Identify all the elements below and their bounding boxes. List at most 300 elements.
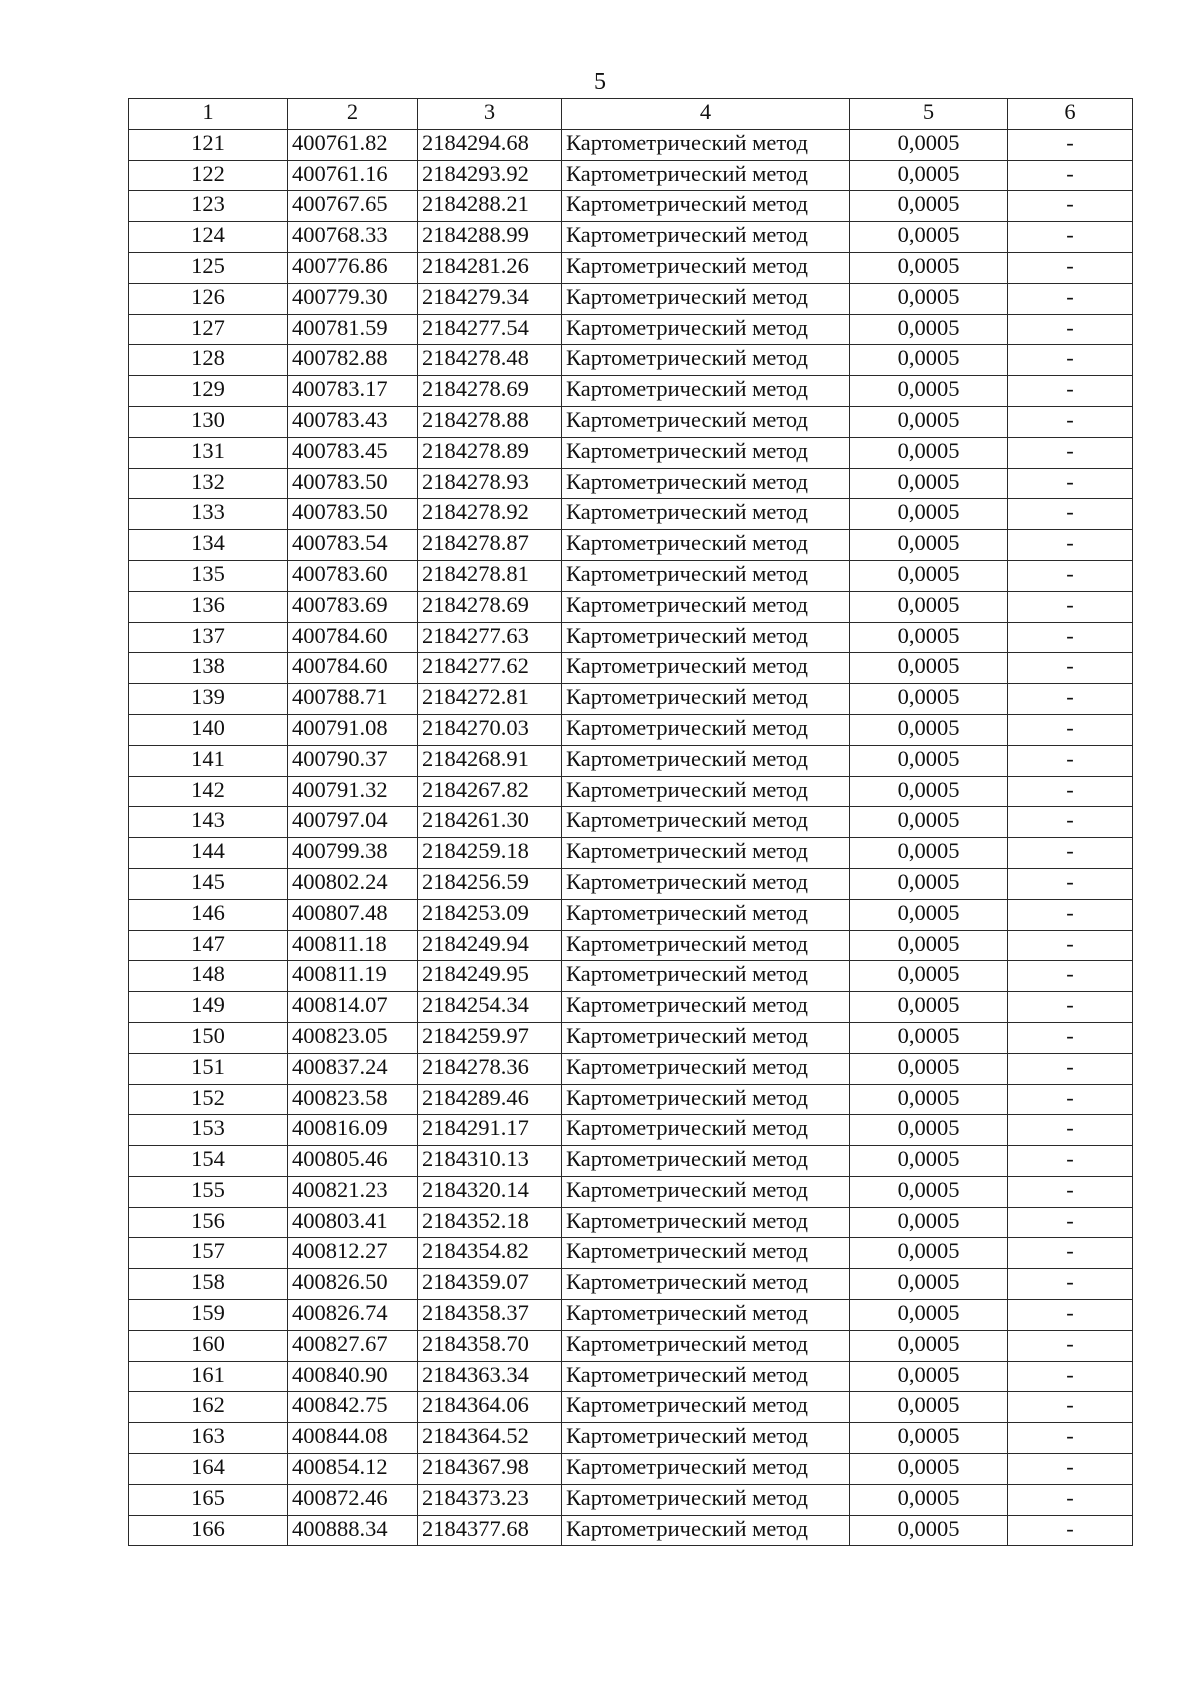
point-number-cell: 151 — [129, 1053, 288, 1084]
accuracy-cell: 0,0005 — [850, 1392, 1008, 1423]
accuracy-cell: 0,0005 — [850, 653, 1008, 684]
x-coordinate-cell: 400826.50 — [288, 1269, 418, 1300]
table-row — [129, 499, 1133, 530]
y-coordinate-cell: 2184278.88 — [418, 406, 562, 437]
method-cell: Картометрический метод — [562, 1053, 850, 1084]
note-cell: - — [1008, 376, 1133, 407]
y-coordinate-cell: 2184367.98 — [418, 1454, 562, 1485]
accuracy-cell: 0,0005 — [850, 283, 1008, 314]
point-number-cell: 150 — [129, 1022, 288, 1053]
table-header-row — [129, 99, 1133, 130]
table-row — [129, 252, 1133, 283]
x-coordinate-cell: 400805.46 — [288, 1146, 418, 1177]
x-coordinate-cell: 400812.27 — [288, 1238, 418, 1269]
table-row — [129, 191, 1133, 222]
y-coordinate-cell: 2184249.94 — [418, 930, 562, 961]
y-coordinate-cell: 2184256.59 — [418, 868, 562, 899]
point-number-cell: 166 — [129, 1515, 288, 1546]
method-cell: Картометрический метод — [562, 684, 850, 715]
point-number-cell: 130 — [129, 406, 288, 437]
table-row — [129, 437, 1133, 468]
y-coordinate-cell: 2184293.92 — [418, 160, 562, 191]
accuracy-cell: 0,0005 — [850, 222, 1008, 253]
note-cell: - — [1008, 622, 1133, 653]
method-cell: Картометрический метод — [562, 591, 850, 622]
y-coordinate-cell: 2184291.17 — [418, 1115, 562, 1146]
note-cell: - — [1008, 1454, 1133, 1485]
note-cell: - — [1008, 191, 1133, 222]
table-row — [129, 222, 1133, 253]
note-cell: - — [1008, 899, 1133, 930]
note-cell: - — [1008, 591, 1133, 622]
x-coordinate-cell: 400788.71 — [288, 684, 418, 715]
x-coordinate-cell: 400797.04 — [288, 807, 418, 838]
point-number-cell: 142 — [129, 776, 288, 807]
x-coordinate-cell: 400791.08 — [288, 714, 418, 745]
note-cell: - — [1008, 1330, 1133, 1361]
table-row — [129, 530, 1133, 561]
accuracy-cell: 0,0005 — [850, 1238, 1008, 1269]
y-coordinate-cell: 2184270.03 — [418, 714, 562, 745]
y-coordinate-cell: 2184254.34 — [418, 992, 562, 1023]
point-number-cell: 123 — [129, 191, 288, 222]
accuracy-cell: 0,0005 — [850, 129, 1008, 160]
accuracy-cell: 0,0005 — [850, 1330, 1008, 1361]
y-coordinate-cell: 2184278.69 — [418, 591, 562, 622]
table-row — [129, 376, 1133, 407]
note-cell: - — [1008, 1269, 1133, 1300]
x-coordinate-cell: 400761.82 — [288, 129, 418, 160]
y-coordinate-cell: 2184352.18 — [418, 1207, 562, 1238]
x-coordinate-cell: 400803.41 — [288, 1207, 418, 1238]
accuracy-cell: 0,0005 — [850, 1454, 1008, 1485]
note-cell: - — [1008, 1053, 1133, 1084]
x-coordinate-cell: 400821.23 — [288, 1176, 418, 1207]
note-cell: - — [1008, 499, 1133, 530]
accuracy-cell: 0,0005 — [850, 1207, 1008, 1238]
x-coordinate-cell: 400761.16 — [288, 160, 418, 191]
x-coordinate-cell: 400783.54 — [288, 530, 418, 561]
x-coordinate-cell: 400816.09 — [288, 1115, 418, 1146]
method-cell: Картометрический метод — [562, 191, 850, 222]
accuracy-cell: 0,0005 — [850, 1146, 1008, 1177]
method-cell: Картометрический метод — [562, 1330, 850, 1361]
note-cell: - — [1008, 1176, 1133, 1207]
y-coordinate-cell: 2184359.07 — [418, 1269, 562, 1300]
x-coordinate-cell: 400814.07 — [288, 992, 418, 1023]
table-row — [129, 961, 1133, 992]
method-cell: Картометрический метод — [562, 1361, 850, 1392]
point-number-cell: 141 — [129, 745, 288, 776]
note-cell: - — [1008, 1423, 1133, 1454]
table-row — [129, 1084, 1133, 1115]
column-header-5: 5 — [850, 99, 1008, 130]
accuracy-cell: 0,0005 — [850, 160, 1008, 191]
table-row — [129, 714, 1133, 745]
accuracy-cell: 0,0005 — [850, 314, 1008, 345]
accuracy-cell: 0,0005 — [850, 899, 1008, 930]
table-row — [129, 560, 1133, 591]
point-number-cell: 137 — [129, 622, 288, 653]
x-coordinate-cell: 400840.90 — [288, 1361, 418, 1392]
accuracy-cell: 0,0005 — [850, 468, 1008, 499]
y-coordinate-cell: 2184277.54 — [418, 314, 562, 345]
note-cell: - — [1008, 776, 1133, 807]
table-row — [129, 1392, 1133, 1423]
y-coordinate-cell: 2184294.68 — [418, 129, 562, 160]
table-row — [129, 1300, 1133, 1331]
x-coordinate-cell: 400823.58 — [288, 1084, 418, 1115]
y-coordinate-cell: 2184288.21 — [418, 191, 562, 222]
note-cell: - — [1008, 560, 1133, 591]
y-coordinate-cell: 2184364.52 — [418, 1423, 562, 1454]
point-number-cell: 152 — [129, 1084, 288, 1115]
y-coordinate-cell: 2184267.82 — [418, 776, 562, 807]
point-number-cell: 160 — [129, 1330, 288, 1361]
table-row — [129, 930, 1133, 961]
x-coordinate-cell: 400802.24 — [288, 868, 418, 899]
x-coordinate-cell: 400811.18 — [288, 930, 418, 961]
method-cell: Картометрический метод — [562, 1176, 850, 1207]
accuracy-cell: 0,0005 — [850, 930, 1008, 961]
note-cell: - — [1008, 160, 1133, 191]
x-coordinate-cell: 400779.30 — [288, 283, 418, 314]
table-row — [129, 160, 1133, 191]
table-row — [129, 468, 1133, 499]
accuracy-cell: 0,0005 — [850, 745, 1008, 776]
note-cell: - — [1008, 468, 1133, 499]
point-number-cell: 126 — [129, 283, 288, 314]
method-cell: Картометрический метод — [562, 653, 850, 684]
table-body — [129, 99, 1133, 1546]
table-row — [129, 1207, 1133, 1238]
x-coordinate-cell: 400783.60 — [288, 560, 418, 591]
method-cell: Картометрический метод — [562, 129, 850, 160]
accuracy-cell: 0,0005 — [850, 530, 1008, 561]
method-cell: Картометрический метод — [562, 252, 850, 283]
table-row — [129, 1361, 1133, 1392]
table-row — [129, 345, 1133, 376]
table-row — [129, 684, 1133, 715]
point-number-cell: 122 — [129, 160, 288, 191]
method-cell: Картометрический метод — [562, 314, 850, 345]
y-coordinate-cell: 2184358.70 — [418, 1330, 562, 1361]
method-cell: Картометрический метод — [562, 1515, 850, 1546]
table-row — [129, 1484, 1133, 1515]
method-cell: Картометрический метод — [562, 283, 850, 314]
y-coordinate-cell: 2184272.81 — [418, 684, 562, 715]
y-coordinate-cell: 2184288.99 — [418, 222, 562, 253]
y-coordinate-cell: 2184278.36 — [418, 1053, 562, 1084]
point-number-cell: 154 — [129, 1146, 288, 1177]
accuracy-cell: 0,0005 — [850, 807, 1008, 838]
y-coordinate-cell: 2184277.62 — [418, 653, 562, 684]
table-row — [129, 622, 1133, 653]
accuracy-cell: 0,0005 — [850, 1484, 1008, 1515]
x-coordinate-cell: 400783.45 — [288, 437, 418, 468]
y-coordinate-cell: 2184364.06 — [418, 1392, 562, 1423]
y-coordinate-cell: 2184249.95 — [418, 961, 562, 992]
coordinates-table — [128, 98, 1133, 1546]
y-coordinate-cell: 2184278.69 — [418, 376, 562, 407]
y-coordinate-cell: 2184358.37 — [418, 1300, 562, 1331]
point-number-cell: 139 — [129, 684, 288, 715]
table-row — [129, 1269, 1133, 1300]
method-cell: Картометрический метод — [562, 560, 850, 591]
y-coordinate-cell: 2184278.92 — [418, 499, 562, 530]
point-number-cell: 140 — [129, 714, 288, 745]
note-cell: - — [1008, 868, 1133, 899]
method-cell: Картометрический метод — [562, 714, 850, 745]
table-row — [129, 1022, 1133, 1053]
note-cell: - — [1008, 1146, 1133, 1177]
table-row — [129, 992, 1133, 1023]
accuracy-cell: 0,0005 — [850, 684, 1008, 715]
point-number-cell: 148 — [129, 961, 288, 992]
table-row — [129, 838, 1133, 869]
y-coordinate-cell: 2184278.81 — [418, 560, 562, 591]
x-coordinate-cell: 400888.34 — [288, 1515, 418, 1546]
x-coordinate-cell: 400826.74 — [288, 1300, 418, 1331]
y-coordinate-cell: 2184377.68 — [418, 1515, 562, 1546]
accuracy-cell: 0,0005 — [850, 406, 1008, 437]
note-cell: - — [1008, 345, 1133, 376]
note-cell: - — [1008, 222, 1133, 253]
point-number-cell: 132 — [129, 468, 288, 499]
method-cell: Картометрический метод — [562, 1269, 850, 1300]
method-cell: Картометрический метод — [562, 899, 850, 930]
point-number-cell: 153 — [129, 1115, 288, 1146]
method-cell: Картометрический метод — [562, 468, 850, 499]
y-coordinate-cell: 2184259.18 — [418, 838, 562, 869]
note-cell: - — [1008, 1084, 1133, 1115]
method-cell: Картометрический метод — [562, 1146, 850, 1177]
note-cell: - — [1008, 807, 1133, 838]
x-coordinate-cell: 400783.50 — [288, 468, 418, 499]
accuracy-cell: 0,0005 — [850, 499, 1008, 530]
accuracy-cell: 0,0005 — [850, 376, 1008, 407]
accuracy-cell: 0,0005 — [850, 714, 1008, 745]
point-number-cell: 129 — [129, 376, 288, 407]
note-cell: - — [1008, 314, 1133, 345]
method-cell: Картометрический метод — [562, 376, 850, 407]
accuracy-cell: 0,0005 — [850, 961, 1008, 992]
point-number-cell: 144 — [129, 838, 288, 869]
table-row — [129, 745, 1133, 776]
table-row — [129, 129, 1133, 160]
x-coordinate-cell: 400783.17 — [288, 376, 418, 407]
note-cell: - — [1008, 992, 1133, 1023]
accuracy-cell: 0,0005 — [850, 1053, 1008, 1084]
column-header-3: 3 — [418, 99, 562, 130]
table-row — [129, 283, 1133, 314]
note-cell: - — [1008, 1238, 1133, 1269]
accuracy-cell: 0,0005 — [850, 992, 1008, 1023]
column-header-4: 4 — [562, 99, 850, 130]
point-number-cell: 149 — [129, 992, 288, 1023]
note-cell: - — [1008, 252, 1133, 283]
table-row — [129, 868, 1133, 899]
point-number-cell: 135 — [129, 560, 288, 591]
x-coordinate-cell: 400827.67 — [288, 1330, 418, 1361]
method-cell: Картометрический метод — [562, 406, 850, 437]
x-coordinate-cell: 400799.38 — [288, 838, 418, 869]
x-coordinate-cell: 400783.69 — [288, 591, 418, 622]
y-coordinate-cell: 2184278.87 — [418, 530, 562, 561]
method-cell: Картометрический метод — [562, 868, 850, 899]
x-coordinate-cell: 400854.12 — [288, 1454, 418, 1485]
point-number-cell: 161 — [129, 1361, 288, 1392]
y-coordinate-cell: 2184278.48 — [418, 345, 562, 376]
y-coordinate-cell: 2184277.63 — [418, 622, 562, 653]
x-coordinate-cell: 400776.86 — [288, 252, 418, 283]
method-cell: Картометрический метод — [562, 222, 850, 253]
note-cell: - — [1008, 129, 1133, 160]
note-cell: - — [1008, 406, 1133, 437]
x-coordinate-cell: 400807.48 — [288, 899, 418, 930]
y-coordinate-cell: 2184373.23 — [418, 1484, 562, 1515]
table-row — [129, 899, 1133, 930]
note-cell: - — [1008, 745, 1133, 776]
point-number-cell: 133 — [129, 499, 288, 530]
column-header-1: 1 — [129, 99, 288, 130]
method-cell: Картометрический метод — [562, 1207, 850, 1238]
column-header-2: 2 — [288, 99, 418, 130]
x-coordinate-cell: 400790.37 — [288, 745, 418, 776]
point-number-cell: 162 — [129, 1392, 288, 1423]
note-cell: - — [1008, 1022, 1133, 1053]
point-number-cell: 145 — [129, 868, 288, 899]
x-coordinate-cell: 400783.43 — [288, 406, 418, 437]
method-cell: Картометрический метод — [562, 499, 850, 530]
accuracy-cell: 0,0005 — [850, 1269, 1008, 1300]
y-coordinate-cell: 2184278.93 — [418, 468, 562, 499]
y-coordinate-cell: 2184363.34 — [418, 1361, 562, 1392]
method-cell: Картометрический метод — [562, 1238, 850, 1269]
note-cell: - — [1008, 653, 1133, 684]
note-cell: - — [1008, 1207, 1133, 1238]
x-coordinate-cell: 400872.46 — [288, 1484, 418, 1515]
y-coordinate-cell: 2184320.14 — [418, 1176, 562, 1207]
table-row — [129, 314, 1133, 345]
method-cell: Картометрический метод — [562, 622, 850, 653]
note-cell: - — [1008, 1484, 1133, 1515]
point-number-cell: 155 — [129, 1176, 288, 1207]
method-cell: Картометрический метод — [562, 745, 850, 776]
x-coordinate-cell: 400782.88 — [288, 345, 418, 376]
table-row — [129, 653, 1133, 684]
y-coordinate-cell: 2184253.09 — [418, 899, 562, 930]
table-row — [129, 1115, 1133, 1146]
x-coordinate-cell: 400844.08 — [288, 1423, 418, 1454]
x-coordinate-cell: 400784.60 — [288, 622, 418, 653]
point-number-cell: 159 — [129, 1300, 288, 1331]
point-number-cell: 121 — [129, 129, 288, 160]
note-cell: - — [1008, 1515, 1133, 1546]
accuracy-cell: 0,0005 — [850, 591, 1008, 622]
table-row — [129, 1146, 1133, 1177]
accuracy-cell: 0,0005 — [850, 838, 1008, 869]
y-coordinate-cell: 2184278.89 — [418, 437, 562, 468]
point-number-cell: 128 — [129, 345, 288, 376]
note-cell: - — [1008, 838, 1133, 869]
note-cell: - — [1008, 961, 1133, 992]
x-coordinate-cell: 400784.60 — [288, 653, 418, 684]
table-row — [129, 1053, 1133, 1084]
point-number-cell: 125 — [129, 252, 288, 283]
x-coordinate-cell: 400837.24 — [288, 1053, 418, 1084]
method-cell: Картометрический метод — [562, 530, 850, 561]
note-cell: - — [1008, 1361, 1133, 1392]
y-coordinate-cell: 2184261.30 — [418, 807, 562, 838]
x-coordinate-cell: 400767.65 — [288, 191, 418, 222]
point-number-cell: 124 — [129, 222, 288, 253]
point-number-cell: 127 — [129, 314, 288, 345]
x-coordinate-cell: 400823.05 — [288, 1022, 418, 1053]
note-cell: - — [1008, 1392, 1133, 1423]
method-cell: Картометрический метод — [562, 1454, 850, 1485]
accuracy-cell: 0,0005 — [850, 622, 1008, 653]
table-row — [129, 1454, 1133, 1485]
x-coordinate-cell: 400768.33 — [288, 222, 418, 253]
accuracy-cell: 0,0005 — [850, 252, 1008, 283]
point-number-cell: 147 — [129, 930, 288, 961]
note-cell: - — [1008, 714, 1133, 745]
point-number-cell: 138 — [129, 653, 288, 684]
table-row — [129, 1515, 1133, 1546]
page-number: 5 — [594, 69, 606, 95]
note-cell: - — [1008, 530, 1133, 561]
y-coordinate-cell: 2184279.34 — [418, 283, 562, 314]
y-coordinate-cell: 2184310.13 — [418, 1146, 562, 1177]
point-number-cell: 158 — [129, 1269, 288, 1300]
note-cell: - — [1008, 930, 1133, 961]
method-cell: Картометрический метод — [562, 160, 850, 191]
table-row — [129, 1238, 1133, 1269]
table-row — [129, 776, 1133, 807]
method-cell: Картометрический метод — [562, 961, 850, 992]
accuracy-cell: 0,0005 — [850, 868, 1008, 899]
method-cell: Картометрический метод — [562, 776, 850, 807]
method-cell: Картометрический метод — [562, 838, 850, 869]
method-cell: Картометрический метод — [562, 1484, 850, 1515]
accuracy-cell: 0,0005 — [850, 560, 1008, 591]
point-number-cell: 143 — [129, 807, 288, 838]
method-cell: Картометрический метод — [562, 1022, 850, 1053]
note-cell: - — [1008, 684, 1133, 715]
method-cell: Картометрический метод — [562, 437, 850, 468]
method-cell: Картометрический метод — [562, 345, 850, 376]
x-coordinate-cell: 400811.19 — [288, 961, 418, 992]
accuracy-cell: 0,0005 — [850, 1361, 1008, 1392]
accuracy-cell: 0,0005 — [850, 776, 1008, 807]
x-coordinate-cell: 400783.50 — [288, 499, 418, 530]
y-coordinate-cell: 2184281.26 — [418, 252, 562, 283]
accuracy-cell: 0,0005 — [850, 1084, 1008, 1115]
point-number-cell: 131 — [129, 437, 288, 468]
method-cell: Картометрический метод — [562, 992, 850, 1023]
table-row — [129, 591, 1133, 622]
point-number-cell: 156 — [129, 1207, 288, 1238]
point-number-cell: 164 — [129, 1454, 288, 1485]
accuracy-cell: 0,0005 — [850, 437, 1008, 468]
y-coordinate-cell: 2184268.91 — [418, 745, 562, 776]
point-number-cell: 134 — [129, 530, 288, 561]
y-coordinate-cell: 2184354.82 — [418, 1238, 562, 1269]
point-number-cell: 146 — [129, 899, 288, 930]
table-row — [129, 1330, 1133, 1361]
table-row — [129, 406, 1133, 437]
